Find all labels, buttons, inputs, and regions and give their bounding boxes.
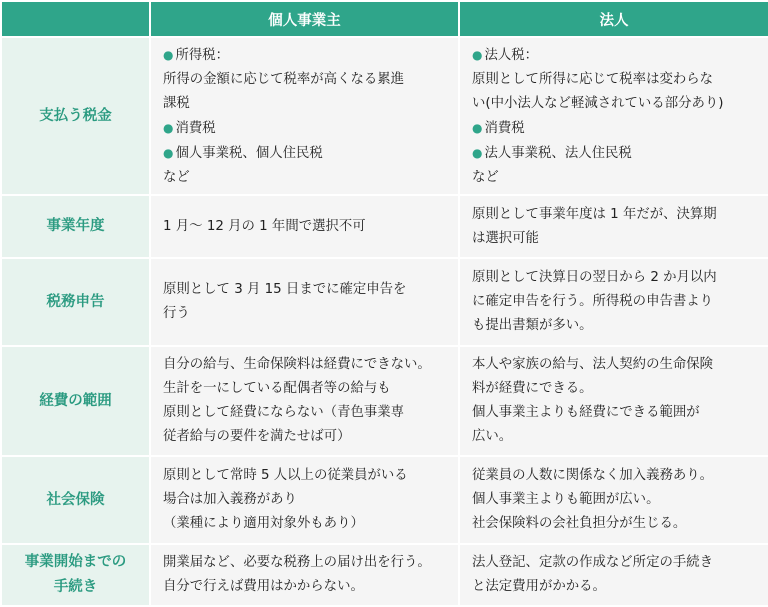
cell-line (163, 166, 448, 190)
cell-line (472, 551, 758, 575)
cell-line (472, 512, 758, 536)
cell-text: 本人や家族の給与、法人契約の生命保険 (472, 357, 714, 372)
cell-text: 社会保険料の会社負担分が生じる。 (472, 516, 687, 531)
cell-sole-proprietor (150, 258, 459, 346)
bullet-dot-icon: ● (472, 145, 483, 160)
cell-text: 法人登記、定款の作成など所定の手続き (472, 555, 714, 570)
cell-corporation (459, 195, 768, 258)
cell-line (472, 141, 758, 166)
cell-line (472, 203, 758, 227)
row-label-text: 税務申告 (46, 293, 105, 310)
bullet-dot-icon: ● (472, 120, 483, 135)
bullet-dot-icon: ● (163, 145, 174, 160)
cell-corporation (459, 346, 768, 456)
cell-text: 従業員の人数に関係なく加入義務あり。 (472, 468, 714, 483)
cell-text: と法定費用がかかる。 (472, 579, 606, 594)
cell-text: は選択可能 (472, 230, 539, 246)
cell-line (472, 116, 758, 141)
cell-text: 所得税： (175, 47, 230, 63)
cell-sole-proprietor (150, 456, 459, 544)
cell-corporation (459, 544, 768, 606)
cell-text: 消費税 (175, 120, 216, 136)
row-label (1, 456, 150, 544)
cell-line (472, 43, 758, 68)
cell-text: 原則として経費にならない（青色事業専 (163, 405, 405, 420)
cell-line (472, 353, 758, 377)
cell-line (472, 425, 758, 449)
cell-text: 個人事業主よりも範囲が広い。 (472, 492, 660, 507)
row-label-text: 手続き (53, 579, 98, 595)
bullet-dot-icon: ● (163, 47, 174, 62)
row-label (1, 346, 150, 456)
cell-line (163, 512, 448, 536)
cell-text: 行う (163, 306, 190, 321)
cell-line (472, 401, 758, 425)
cell-text: 従者給与の要件を満たせば可） (163, 429, 351, 444)
header-row (1, 1, 768, 37)
cell-text: 消費税 (484, 120, 525, 136)
cell-line (163, 68, 448, 92)
cell-text: 原則として所得に応じて税率は変わらな (472, 71, 714, 87)
cell-line (472, 464, 758, 488)
table-row (1, 346, 768, 456)
cell-line (472, 488, 758, 512)
cell-corporation (459, 258, 768, 346)
cell-text: に確定申告を行う。所得税の申告書より (472, 294, 714, 309)
cell-line (163, 401, 448, 425)
table-row (1, 544, 768, 606)
cell-line (163, 215, 448, 239)
cell-text: （業種により適用対象外もあり） (163, 516, 364, 531)
row-label (1, 258, 150, 346)
cell-line (472, 92, 758, 116)
cell-line (163, 116, 448, 141)
table-row (1, 37, 768, 195)
cell-text: 所得の金額に応じて税率が高くなる累進 (163, 71, 405, 87)
row-label-text: 社会保険 (46, 491, 105, 508)
cell-text: 料が経費にできる。 (472, 381, 593, 396)
cell-line (163, 575, 448, 599)
row-label-text: 事業年度 (46, 218, 105, 235)
cell-sole-proprietor (150, 544, 459, 606)
cell-text: 生計を一にしている配偶者等の給与も (163, 381, 391, 396)
row-label-text: 支払う税金 (39, 107, 112, 124)
cell-line (472, 227, 758, 251)
cell-text: など (472, 169, 499, 185)
cell-text: 原則として事業年度は 1 年だが、決算期 (472, 206, 717, 222)
cell-line (163, 43, 448, 68)
cell-text: 課税 (163, 95, 190, 111)
cell-corporation (459, 456, 768, 544)
cell-text: 原則として常時 5 人以上の従業員がいる (163, 468, 408, 483)
header-corporation: 法人 (459, 1, 768, 37)
bullet-dot-icon: ● (472, 47, 483, 62)
cell-line (163, 551, 448, 575)
cell-sole-proprietor (150, 195, 459, 258)
cell-text: 1 月～ 12 月の 1 年間で選択不可 (163, 218, 366, 234)
cell-text: など (163, 169, 190, 185)
table-row (1, 195, 768, 258)
cell-text: 自分で行えば費用はかからない。 (163, 579, 364, 594)
row-label (1, 195, 150, 258)
cell-text: 個人事業税、個人住民税 (175, 145, 323, 161)
row-label-text: 事業開始までの (24, 554, 127, 571)
cell-line (472, 68, 758, 92)
cell-text: 広い。 (472, 429, 513, 444)
cell-line (163, 488, 448, 512)
cell-sole-proprietor (150, 346, 459, 456)
cell-text: 原則として 3 月 15 日までに確定申告を (163, 282, 407, 297)
cell-text: も提出書類が多い。 (472, 318, 593, 333)
cell-line (472, 290, 758, 314)
cell-line (163, 377, 448, 401)
cell-text: 個人事業主よりも経費にできる範囲が (472, 405, 700, 420)
cell-line (163, 464, 448, 488)
table-row (1, 456, 768, 544)
row-label (1, 544, 150, 606)
cell-text: 場合は加入義務があり (163, 492, 297, 507)
cell-text: 自分の給与、生命保険料は経費にできない。 (163, 357, 431, 372)
cell-line (472, 266, 758, 290)
row-label-text: 経費の範囲 (39, 392, 112, 409)
cell-line (163, 353, 448, 377)
row-label (1, 37, 150, 195)
cell-line (163, 92, 448, 116)
bullet-dot-icon: ● (163, 120, 174, 135)
cell-corporation (459, 37, 768, 195)
cell-line (472, 314, 758, 338)
cell-line (472, 166, 758, 190)
cell-line (163, 302, 448, 326)
cell-line (163, 141, 448, 166)
cell-text: 法人事業税、法人住民税 (484, 145, 632, 161)
cell-sole-proprietor (150, 37, 459, 195)
cell-line (163, 278, 448, 302)
table-row (1, 258, 768, 346)
header-sole-proprietor: 個人事業主 (150, 1, 459, 37)
cell-text: 法人税： (484, 47, 539, 63)
cell-text: い(中小法人など軽減されている部分あり) (472, 95, 724, 111)
cell-line (472, 377, 758, 401)
cell-text: 原則として決算日の翌日から 2 か月以内 (472, 270, 717, 285)
cell-line (472, 575, 758, 599)
cell-text: 開業届など、必要な税務上の届け出を行う。 (163, 555, 431, 570)
cell-line (163, 425, 448, 449)
header-corner (1, 1, 150, 37)
